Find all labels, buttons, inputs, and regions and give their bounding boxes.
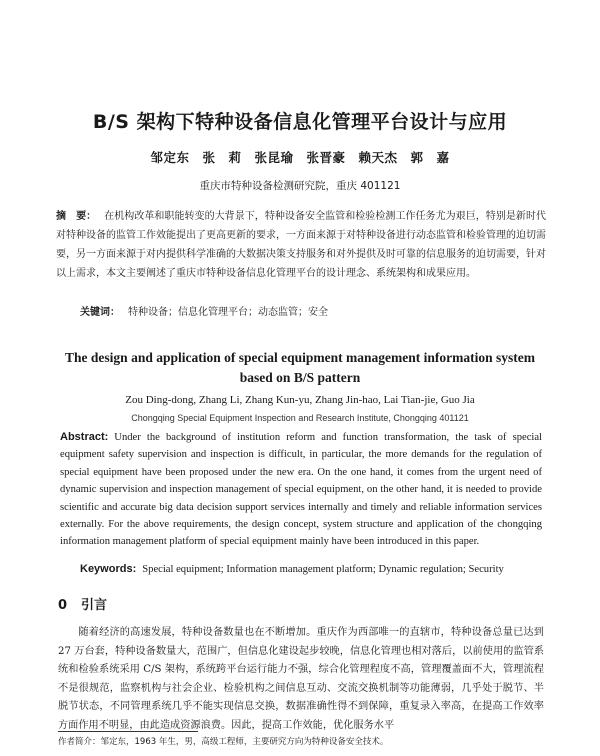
english-keywords: [80, 563, 504, 575]
body-paragraph: 随着经济的高速发展，特种设备数量也在不断增加。重庆作为西部唯一的直辖市，特种设备总量已达到 27 万台套，特种设备数量大，范围广，但信息化建设起步较晚，信息化管理也相对落后，以前使用的监管系统和检验系统采用 C/S 架构，系统跨平台运行能力不强，综合化管理程度不高，管理覆盖面不大，管理流程不是很规范，监察机构与社会企业、检验机构之间信息互动、交流交换机制等功能薄弱，几乎处于脱节、半脱节状态，不同管理系统几乎不能实现信息交换，数据准确性得不到保障，重复录入率高，在提高工作效率方面作用不明显，由此造成资源浪费。因此，提高工作效能，优化服务水平: [58, 627, 544, 731]
section-heading: [58, 594, 107, 613]
author-footnote: 作者简介：邹定东，1963 年生，男，高级工程师，主要研究方向为特种设备安全技术。: [58, 737, 389, 747]
chinese-abstract: [56, 207, 546, 283]
chinese-keywords-text: 特种设备；信息化管理平台；动态监管；安全: [128, 307, 328, 318]
chinese-keywords: [80, 303, 328, 318]
chinese-abstract-label: 摘 要：: [56, 211, 97, 222]
section-title: 引言: [81, 598, 108, 613]
english-keywords-label: Keywords:: [80, 563, 137, 575]
chinese-abstract-text: 在机构改革和职能转变的大背景下，特种设备安全监管和检验检测工作任务尤为艰巨，特别是新时代对特种设备的监管工作效能提出了更高更新的要求，一方面来源于对特种设备进行动态监管和检验管理的迫切需要，另一方面来源于对内提供科学准确的大数据决策支持服务和对外提供及时可靠的信息服务的迫切需要，针对以上需求，本文主要阐述了重庆市特种设备信息化管理平台的设计理念、系统架构和成果应用。: [56, 211, 547, 279]
english-affiliation: Chongqing Special Equipment Inspection and Research Institute, Chongqing 401121: [131, 413, 469, 423]
section-number: 0: [58, 598, 68, 613]
english-abstract-text: Under the background of institution reform and function transformation, the task of special equipment safety supervision and inspection is difficult, in particular, the more demands for the regulation of special equipment have been proposed under the new era. On the one hand, it comes from the urgent need of dynamic supervision and inspection management of special equipment, on the other hand, it is needed to provide scientific and accurate big data decision support services internally and timely and reliable information services externally. For the above requirements, the design concept, system structure and application of the chongqing information management platform of special equipment mainly have been introduced in this paper.: [60, 432, 542, 548]
chinese-authors: 邹定东 张 莉 张昆瑜 张晋豪 赖天杰 郭 嘉: [150, 150, 450, 165]
chinese-affiliation: 重庆市特种设备检测研究院，重庆 401121: [199, 180, 401, 192]
english-title: The design and application of special equipment management information system based on B/S pattern: [65, 350, 535, 385]
footnote-divider: [58, 731, 198, 732]
english-abstract: [60, 429, 542, 551]
english-authors: Zou Ding-dong, Zhang Li, Zhang Kun-yu, Zhang Jin-hao, Lai Tian-jie, Guo Jia: [125, 394, 475, 406]
english-abstract-label: Abstract:: [60, 431, 109, 443]
chinese-title: B/S 架构下特种设备信息化管理平台设计与应用: [92, 111, 508, 133]
chinese-keywords-label: 关键词：: [80, 307, 120, 318]
english-keywords-text: Special equipment; Information management platform; Dynamic regulation; Security: [142, 564, 504, 575]
